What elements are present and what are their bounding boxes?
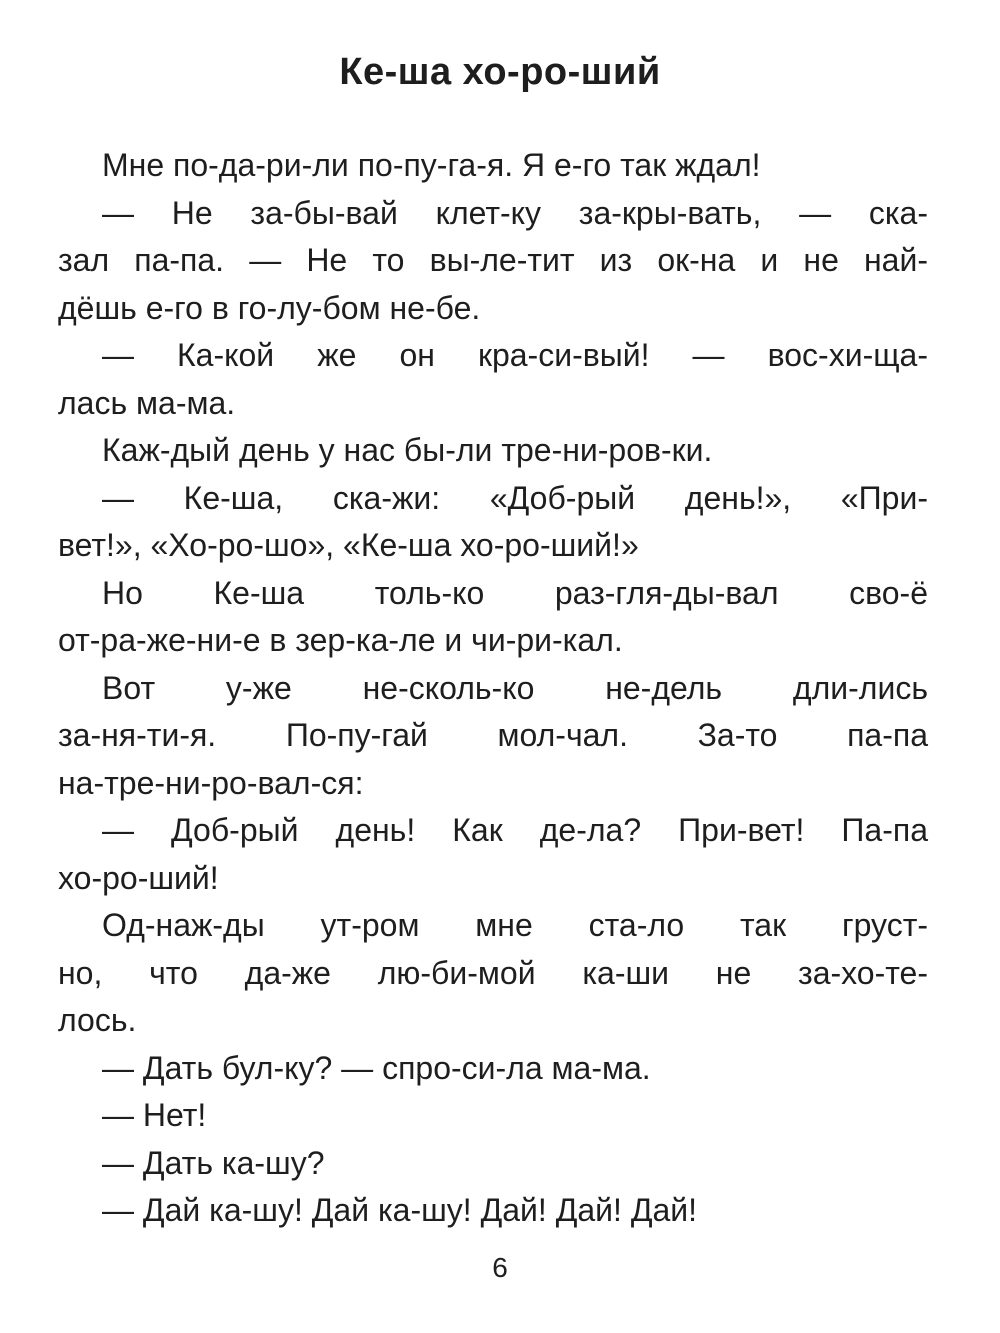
text-line: — Не за-бы-вай клет-ку за-кры-вать, — ска- <box>102 194 928 231</box>
text-line: — Ке-ша, ска-жи: «Доб-рый день!», «При- <box>102 479 928 516</box>
text-line: Но Ке-ша толь-ко раз-гля-ды-вал сво-ё <box>102 574 928 611</box>
story-title: Ке-ша хо-ро-ший <box>339 51 661 93</box>
text-line: хо-ро-ший! <box>58 859 219 896</box>
text-line: на-тре-ни-ро-вал-ся: <box>58 764 364 801</box>
text-line: Вот у-же не-сколь-ко не-дель дли-лись <box>102 669 928 706</box>
story-body <box>58 142 928 1235</box>
text-line: — Дать бул-ку? — спро-си-ла ма-ма. <box>102 1049 651 1086</box>
text-line: от-ра-же-ни-е в зер-ка-ле и чи-ри-кал. <box>58 622 623 658</box>
text-line: дёшь е-го в го-лу-бом не-бе. <box>58 289 481 326</box>
page-number: 6 <box>492 1252 508 1283</box>
text-line: вет!», «Хо-ро-шо», «Ке-ша хо-ро-ший!» <box>58 527 639 563</box>
text-line: Каж-дый день у нас бы-ли тре-ни-ров-ки. <box>102 432 713 468</box>
text-line: — Нет! <box>102 1097 207 1133</box>
text-line: за-ня-ти-я. По-пу-гай мол-чал. За-то па-па <box>58 717 928 753</box>
text-line: — Доб-рый день! Как де-ла? При-вет! Па-па <box>102 812 928 848</box>
text-line: зал па-па. — Не то вы-ле-тит из ок-на и не най- <box>58 242 928 278</box>
text-line: Од-наж-ды ут-ром мне ста-ло так груст- <box>102 907 928 943</box>
text-line: лась ма-ма. <box>58 384 236 421</box>
text-line: — Дай ка-шу! Дай ка-шу! Дай! Дай! Дай! <box>102 1192 698 1228</box>
text-line: лось. <box>58 1002 137 1038</box>
text-line: — Ка-кой же он кра-си-вый! — вос-хи-ща- <box>102 337 928 373</box>
text-line: Мне по-да-ри-ли по-пу-га-я. Я е-го так ждал! <box>102 147 761 183</box>
text-line: — Дать ка-шу? <box>102 1144 325 1181</box>
text-line: но, что да-же лю-би-мой ка-ши не за-хо-те- <box>58 954 928 991</box>
